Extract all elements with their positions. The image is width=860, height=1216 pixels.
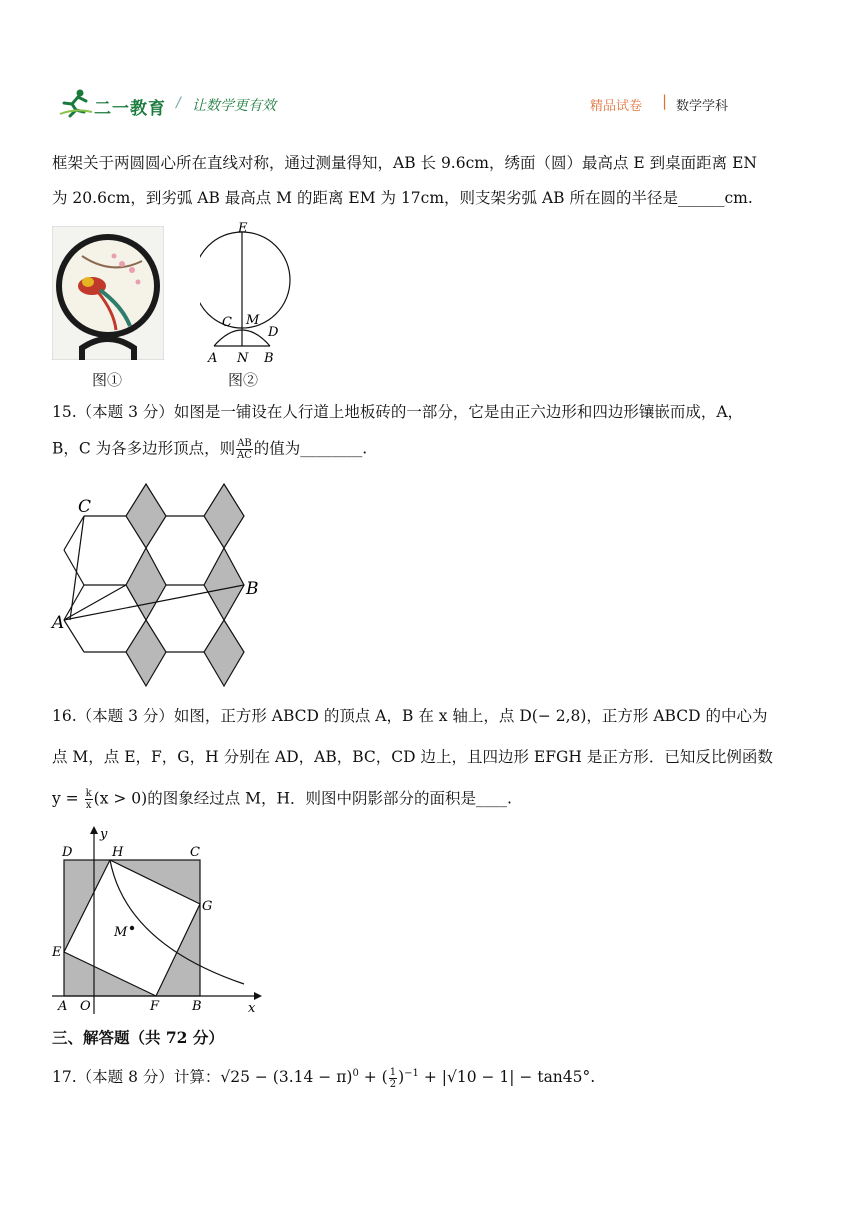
q17-pre: 17.（本题 8 分）计算：√25 − (3.14 − π): [52, 1068, 353, 1087]
label-A: A: [52, 613, 65, 633]
q15-line-1: 15.（本题 3 分）如图是一铺设在人行道上地板砖的一部分，它是由正六边形和四边形镶嵌而成，A，: [52, 403, 744, 421]
frac-den: AC: [237, 450, 252, 461]
q17-post: + |√10 − 1| − tan45°.: [418, 1068, 596, 1087]
hexagon-tiling-diagram: [48, 480, 278, 692]
section-title: 三、解答题（共 72 分）: [52, 1028, 224, 1047]
header-slash: /: [176, 95, 181, 111]
frac-num: 1: [389, 1066, 397, 1078]
square-hyperbola-diagram: [48, 824, 263, 1016]
label-B: B: [192, 999, 202, 1014]
q17-sup-0: 0: [352, 1068, 359, 1079]
label-C: C: [190, 845, 200, 860]
q17-sup-neg1: −1: [404, 1068, 419, 1079]
q16-line-3-post: (x > 0)的图象经过点 M，H．则图中阴影部分的面积是____.: [93, 789, 512, 808]
frac-num: AB: [237, 438, 252, 449]
fraction-k-x: [85, 788, 93, 811]
axis-x-label: x: [248, 1001, 256, 1016]
page-header: [58, 86, 818, 122]
fraction-one-half: [389, 1067, 397, 1090]
label-D: D: [268, 325, 279, 340]
q16-line-3: [52, 788, 812, 811]
label-C: C: [222, 315, 232, 330]
label-O: O: [80, 999, 91, 1014]
frac-num: k: [85, 788, 92, 799]
label-F: F: [150, 999, 160, 1014]
label-C: C: [78, 497, 92, 517]
label-H: H: [112, 845, 124, 860]
label-G: G: [202, 899, 213, 914]
label-B: B: [264, 351, 274, 366]
q15-line-2-post: 的值为________.: [253, 439, 368, 458]
q17-paren-close: ): [398, 1068, 405, 1087]
q17-line: [52, 1064, 812, 1090]
fig1-caption: 图①: [92, 371, 123, 389]
embroidery-photo: [52, 226, 164, 360]
frac-den: x: [85, 800, 92, 811]
runner-logo-icon: [58, 88, 94, 118]
label-M: M: [114, 925, 128, 940]
q16-line-2: 点 M，点 E，F，G，H 分别在 AD，AB，BC，CD 边上，且四边形 EFGH 是正方形．已知反比例函数: [52, 748, 773, 766]
label-N: N: [237, 351, 249, 366]
q16-line-3-pre: y =: [52, 789, 84, 808]
label-M: M: [246, 313, 260, 328]
slogan: 让数学更有效: [192, 98, 276, 114]
q15-line-2-pre: B，C 为各多边形顶点，则: [52, 439, 236, 458]
q16-line-1: 16.（本题 3 分）如图，正方形 ABCD 的顶点 A，B 在 x 轴上，点 D(− 2,8)，正方形 ABCD 的中心为: [52, 707, 768, 725]
q14-line-1: 框架关于两圆圆心所在直线对称，通过测量得知，AB 长 9.6cm，绣面（圆）最高点 E 到桌面距离 EN: [52, 154, 757, 172]
subject-tag: 数学学科: [676, 99, 729, 114]
q15-line-2: [52, 438, 812, 461]
premium-tag: 精品试卷: [590, 99, 643, 114]
q17-plus: + (: [358, 1068, 388, 1087]
label-A: A: [58, 999, 68, 1014]
q14-line-2: 为 20.6cm，到劣弧 AB 最高点 M 的距离 EM 为 17cm，则支架劣弧 AB 所在圆的半径是______cm.: [52, 189, 753, 207]
circle-support-diagram: [200, 222, 310, 366]
label-E: E: [238, 222, 248, 236]
label-B: B: [246, 579, 259, 599]
brand-name: 二一教育: [94, 99, 166, 119]
label-A: A: [208, 351, 218, 366]
fraction-ab-ac: [236, 438, 253, 461]
header-separator: |: [662, 92, 668, 110]
label-D: D: [62, 845, 73, 860]
frac-den: 2: [389, 1078, 397, 1090]
label-E: E: [52, 945, 62, 960]
axis-y-label: y: [100, 827, 108, 842]
fig2-caption: 图②: [228, 371, 259, 389]
